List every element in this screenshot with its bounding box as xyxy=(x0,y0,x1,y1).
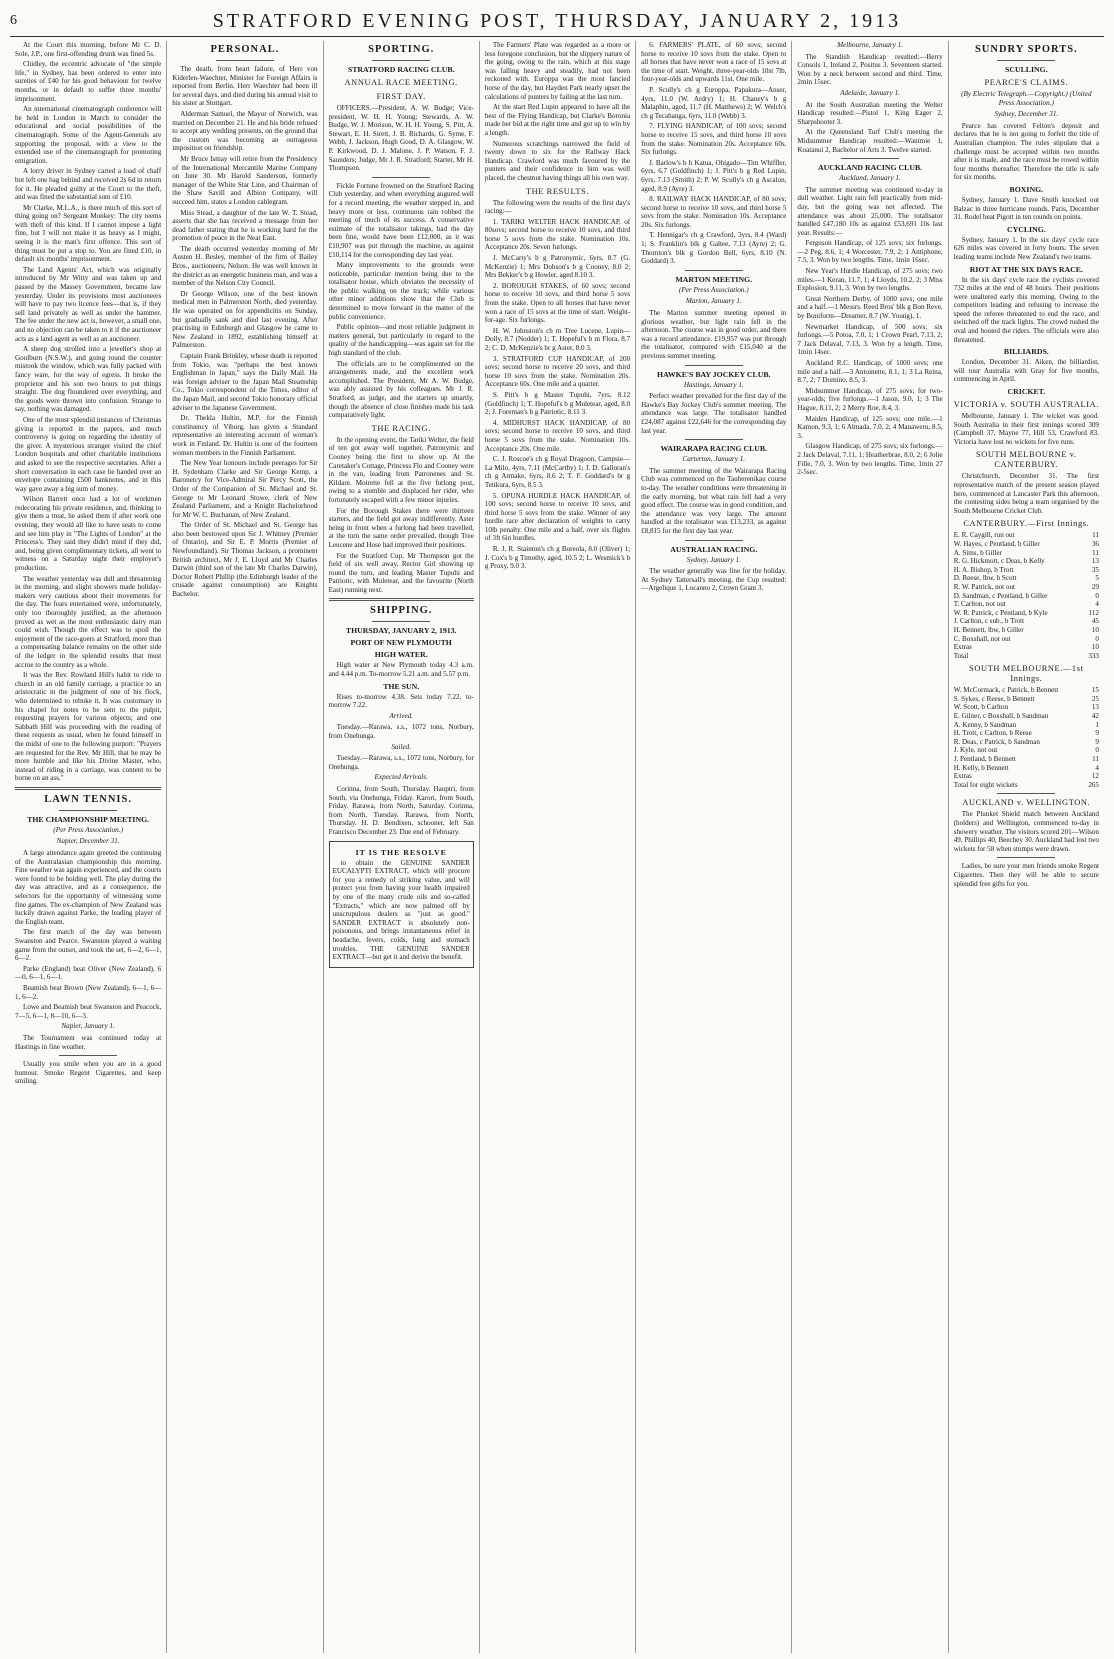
race-conditions: 5. OPUNA HURDLE HACK HANDICAP, of 100 sovs; second horse to receive 10 sovs, and third horse 5 sovs from the stake. Winner of any hurdle race after declaration of weights to carry 10lb penalty. One mile and a half, over six flights of 3ft 6in hurdles. xyxy=(484,491,631,543)
batsman-name: W. R. Patrick, c Pentland, b Kyle xyxy=(953,608,1048,617)
press-assoc: (Per Press Association.) xyxy=(678,285,749,294)
batsman-score: 35 xyxy=(1091,565,1099,574)
batsman-score: 36 xyxy=(1091,539,1099,548)
subheading: VICTORIA v. SOUTH AUSTRALIA. xyxy=(953,400,1099,410)
page-number: 6 xyxy=(10,13,19,28)
column-4 xyxy=(479,41,635,1653)
section-rule xyxy=(329,598,474,601)
column-6 xyxy=(791,41,947,1653)
divider xyxy=(216,60,274,61)
batsman-name: T. Carlton, not out xyxy=(953,600,1006,609)
batsman-score: 9 xyxy=(1095,729,1099,738)
scorecard-row xyxy=(954,729,1099,738)
batsman-score: 9 xyxy=(1095,737,1099,746)
officers-para: OFFICERS.—President, A. W. Budge; Vice-president, W. H. H. Young; Stewards, A. W. Budge, W. J. Morison, W. H. H. Young, S. Pitt, A. Stewart, E. H. Sirett, J. B. Richards, G. Syme, F. Webb, J. Jackson, Hugh Good, D. A. Glasgow, W. P. Kirkwood, D. J. Malone, J. P. Watson, F. J. Saunders; Judge, Mr J. R. Stratford; Starter, Mr H. Thompson. xyxy=(328,104,474,173)
batsman-name: W. Scott, b Carlton xyxy=(953,703,1009,712)
article-para: A sheep dog strolled into a jeweller's shop at Goulburn (N.S.W.), and going round the counter mistook the window, which was fully packed with fancy ware, for the way of egress. It broke the proprietor and his son two hours to put things straight. The dog floundered over everything, and the goods were thrown into confusion. Strange to say, nothing was damaged. xyxy=(15,345,162,414)
scorecard-row xyxy=(954,531,1099,540)
divider xyxy=(685,439,743,440)
batsman-name: E. R. Caygill, run out xyxy=(953,531,1015,540)
batsman-name: E. Gilner, c Boxshall, b Sandman xyxy=(953,712,1049,721)
scorecard-row xyxy=(954,781,1099,790)
scorecard-canterbury xyxy=(954,531,1099,660)
article-para: The weather generally was fine for the holiday. At Sydney Tattersall's meeting, the Cup resulted:—Argelique 1, Locanno 2, Crown Grant 3. xyxy=(641,567,787,593)
scorecard-row xyxy=(954,592,1099,601)
race-result: Ferguson Handicap, of 125 sovs; six furlongs.—2 Peg, 8.6, 1; 4 Worcester, 7.9, 2; 1 Antiphone, 7.5, 3. Won by two lengths. Time, 1min 16sec. xyxy=(797,239,943,265)
dateline: Napier, January 1. xyxy=(61,1022,115,1031)
article-para: The Tournament was continued today at Hastings in fine weather. xyxy=(15,1033,162,1051)
article-para: Captain Frank Brinkley, whose death is reported from Tokio, was "perhaps the best known Englishman in Japan," says the Daily Mail. He was foreign adviser to the Japan Mail Steamship Co., Tokio correspondent of the Times, editor of the Japan Mail, and second Tokio honorary official adviser to the Japanese Government. xyxy=(172,352,318,412)
article-para: Beamish beat Brown (New Zealand), 6—1, 6—1, 6—2. xyxy=(15,983,162,1001)
batsman-name: J. Pentland, b Bennett xyxy=(953,755,1016,764)
batsman-name: Extras xyxy=(953,772,972,781)
race-result: Midsummer Handicap, of 275 sovs; for two-year-olds; five furlongs.—1 Jason, 9.0, 1; 3 The Hague, 8.11, 2; 2 Merry Roe, 8.4, 3. xyxy=(797,386,943,412)
race-result: Auckland R.C. Handicap, of 1000 sovs; one mile and a half.—3 Antoinette, 8.1, 1; 3 La Reina, 8.7, 2; 7 Domino, 8.5, 3. xyxy=(797,359,943,385)
batsman-score: 0 xyxy=(1095,591,1099,600)
batsman-name: R. W. Patrick, not out xyxy=(953,582,1015,591)
scorecard-row xyxy=(954,755,1099,764)
article-para: For the Borough Stakes there were thirteen starters, and the field got away indifferently. Aster being in front when a furlong had been travelled, at the turn the same order prevailed, though Tree Leucene and Hose had improved their positions. xyxy=(328,506,474,549)
race-result: Maiden Handicap, of 125 sovs; one mile.—1 Kamon, 9.3, 1; 6 Almada, 7.0, 2; 4 Manaweru, 8.5, 3. xyxy=(797,414,943,440)
article-para: The death, from heart failure, of Herr von Kiderlen-Waechter, Minister for Foreign Affairs is reported from Berlin. Herr Waechter had been ill for several days, and died during his annual visit to his sister at Stuttgart. xyxy=(172,65,318,108)
subheading: BOXING. xyxy=(1009,184,1044,194)
article-para: The summer meeting of the Wairarapa Racing Club was commenced on the Tauherenikau course to-day. The weather conditions were threatening in the early morning, but what rain fell had a very good effect. The course was in good condition, and the attendance was very large. The amount handled at the totalisator was £13,233, as against £8,815 for the first day last year. xyxy=(641,466,787,535)
scorecard-row xyxy=(954,583,1099,592)
scorecard-row xyxy=(954,617,1099,626)
batsman-name: D. Sandman, c Pentland, b Giller xyxy=(953,591,1048,600)
race-result: C. J. Roscoe's ch g Royal Dragoon, Campsie—La Milo, 4yrs, 7.11 (McCarthy) 1; J. D. Galloran's ch g Armake, 6yrs, 8.6 2; T. F. Goddard's br g Tetikura, 6yrs, 8.5 3. xyxy=(484,455,631,489)
subheading: SOUTH MELBOURNE v. CANTERBURY. xyxy=(975,450,1077,470)
scorecard-row xyxy=(954,772,1099,781)
subheading: THURSDAY, JANUARY 2, 1913. xyxy=(345,626,457,636)
masthead xyxy=(10,6,1104,37)
batsman-name: W. McCormack, c Patrick, b Bennett xyxy=(953,686,1059,695)
batsman-name: J. Carlton, c sub., b Trott xyxy=(953,617,1025,626)
divider xyxy=(372,177,430,178)
article-para: Many improvements to the grounds were noticeable, particular mention being due to the totalisator house, which obviates the necessity of the public walking on the track; while various other minor additions show that the Club is determined to move forward in the matter of the public convenience. xyxy=(328,261,474,321)
batsman-name: R. G. Hickmott, c Deas, b Kelly xyxy=(953,557,1045,566)
article-para: Dr George Wilson, one of the best known medical men in Palmerston North, died yesterday. He was operated on for appendicitis on Sunday, but gradually sank and died last evening. After practising in Edinburgh and Glasgow he came to New Zealand in 1892, establishing himself at Palmerston. xyxy=(172,289,318,350)
article-para: A lorry driver in Sydney carted a load of chaff but left one bag behind and received 2s 6d in return for it. He pleaded guilty at the Court to the theft, and was fined the substantial sum of £10. xyxy=(15,167,162,202)
article-para: The first match of the day was between Swanston and Pearce. Swanston played a waiting game from the outset, and took the set, 6—2, 6—1, 6—2. xyxy=(15,928,162,963)
race-result: New Year's Hurdle Handicap, of 275 sovs; two miles.—1 Keran, 11.7, 1; 4 Lloyds, 10.2, 2; 3 Miss Explosion, 9.11, 3. Won by two lengths. xyxy=(797,267,943,293)
batsman-score: 10 xyxy=(1091,643,1099,652)
batsman-name: C. Boxshall, not out xyxy=(953,634,1011,643)
race-conditions: 3. STRATFORD CUP HANDICAP, of 200 sovs; second horse to receive 20 sovs, and third horse 10 sovs from the stake. Nomination 20s. Acceptance 60s. One mile and a quarter. xyxy=(484,354,631,389)
article-para: Sydney, January 1. In the six days' cycle race 626 miles was covered in forty hours. The seven leading teams include New Zealand's two teams. xyxy=(953,235,1099,261)
page-title: STRATFORD EVENING POST, THURSDAY, JANUARY 2, 1913 xyxy=(212,9,902,32)
article-para: Lowe and Beamish beat Swanston and Peacock, 7—5, 6—1, 8—10, 6—3. xyxy=(15,1003,162,1020)
subheading: Arrived. xyxy=(389,711,414,720)
article-para: Dr. Thekla Hultin, M.P. for the Finnish constituency of Viborg, has given a Standard representative an interesting account of woman's work in Finland. Dr. Hultin is one of the fourteen women members in the Finnish Parliament. xyxy=(172,414,318,457)
dateline: Marton, January 1. xyxy=(685,297,742,306)
article-para: Parke (England) beat Oliver (New Zealand), 6—0, 6—1, 6—1. xyxy=(15,964,162,982)
article-para: A large attendance again greeted the continuing of the Australasian championship this morning. Fine weather was again experienced, and the courts were found to be holding well. The play during the day was attractive, and as a consequence, the selectors for the opportunity of witnessing some fine games. The ex-champion of New Zealand was luckily drawn against Parke, the leading player of the English team. xyxy=(15,849,162,926)
race-result: Great Northern Derby, of 1000 sovs; one mile and a half.—1 Messrs. Reed Bros' blk g Bon Reve, by Boniform—Dreamer, 8.7 (W. Young), 1. xyxy=(797,294,943,321)
dateline: Napier, December 31. xyxy=(56,837,120,846)
article-para: The following were the results of the first day's racing:— xyxy=(484,198,631,216)
column-7 xyxy=(948,41,1104,1653)
batsman-name: Total for eight wickets xyxy=(953,780,1018,789)
article-para: The Marton summer meeting opened in glorious weather, but light rain fell in the afternoon. The course was in good order, and there was a record attendance. £19,957 was put through the totalisator, compared with £15,040 at the previous summer meeting. xyxy=(641,309,787,360)
batsman-name: R. Deas, c Patrick, b Sandman xyxy=(953,737,1040,746)
divider xyxy=(685,540,743,541)
scorecard-row xyxy=(954,721,1099,730)
scorecard-row xyxy=(954,695,1099,704)
article-para: Rises to-morrow 4.38. Sets today 7.22, to-morrow 7.22. xyxy=(328,692,474,710)
race-result: S. Pitt's b g Master Tupuhi, 7yrs, 8.12 (Goldfinch) 1; T. Hopeful's b g Muletear, aged, 8.0 2; J. Foreman's b g Patriotic, 8.11 3. xyxy=(484,390,631,417)
article-para: Melbourne, January 1. The wicket was good. South Australia in their first innings scored 309 (Campbell 37, Mayne 77, Hill 53, Crawford 83. Victoria have lost no wickets for five runs. xyxy=(953,412,1099,446)
article-para: Miss Stead, a daughter of the late W. T. Stead, asserts that she has received a message from her dead father stating that he is working hard for the promotion of peace in the Near East. xyxy=(172,208,318,243)
subheading: THE CHAMPIONSHIP MEETING. xyxy=(27,814,150,824)
batsman-score: 13 xyxy=(1091,703,1099,712)
advert-para: Usually you smile when you are in a good humour. Smoke Regent Cigarettes, and keep smiling. xyxy=(15,1060,162,1086)
batsman-name: H. Trott, c Carlton, b Reese xyxy=(953,729,1032,738)
subheading: PORT OF NEW PLYMOUTH xyxy=(350,638,452,648)
subheading: Expected Arrivals. xyxy=(374,773,428,782)
race-result: T. Hennigar's ch g Crawford, 3yrs, 8.4 (Ward) 1; S. Franklin's blk g Galtee, 7.13 (Ayre) 2; G. Thornton's blk g Gordon Bell, 6yrs, 8.10 (N. Goddard) 3. xyxy=(641,231,787,266)
batsman-score: 1 xyxy=(1095,720,1099,729)
press-assoc: (Per Press Association.) xyxy=(53,825,123,834)
subheading: AUCKLAND RACING CLUB. xyxy=(817,163,923,173)
divider xyxy=(841,158,899,159)
batsman-score: 11 xyxy=(1092,531,1099,540)
race-conditions: 2. BOROUGH STAKES, of 60 sovs; second horse to receive 10 sovs, and third horse 5 sovs from the stake. Open to all horses that have never won a race of 15 sovs at the time of start. Weight-for-age. Six furlongs. xyxy=(484,281,631,325)
batsman-score: 333 xyxy=(1088,651,1099,660)
batsman-name: H. Kelly, b Bennett xyxy=(953,763,1009,772)
race-result: J. Barlow's b h Katua, Ohigado—Tim Whiffler, 6yrs, 6.7 (Goldfinch) 1; J. Pitt's b g Red Lupin, 6yrs, 7.13 (Smith) 2; P. W. Scully's ch g Ascalon, aged, 8.9 (Ayre) 3. xyxy=(641,158,787,193)
batsman-score: 12 xyxy=(1091,772,1099,781)
article-para: The New Year honours include peerages for Sir H. Sydenham Clarke and Sir George Kemp, a Baronetcy for Vice-Admiral Sir Percy Scott, the Order of the Companion of St. Michael and St. George to Mr Leonard Stowe, clerk of New Zealand Parliament, and a Knight Bachelorhood for Mr W. C. Buchanan, of New Zealand. xyxy=(172,459,318,519)
race-result: Newmarket Handicap, of 500 sovs; six furlongs.—5 Potoa, 7.0, 1; 1 Crown Pearl, 7.13, 2; 7 Jack Delaval, 7.13, 3. Won by a length. Time, 1min 14sec. xyxy=(797,322,943,357)
subheading: SOUTH MELBOURNE.—1st Innings. xyxy=(969,664,1084,684)
article-para: Mr Clarke, M.L.A., is there much of this sort of thing going on? Sergeant Monkey: The city teems with theft of this kind. If I cannot impose a light fine, but I will not make it as heavy as I might, seeing it is the man's first offence. This sort of thing must be put a stop to. You are fined £10, in default six months' imprisonment. xyxy=(15,203,162,264)
advert-para: to obtain the GENUINE SANDER EUCALYPTI EXTRACT, which will procure for you a remedy of striking value, and will protect you from having your health impaired by one of the many crude oils and so-called "Extracts," which are now palmed off by unscrupulous dealers as "just as good." SANDER EXTRACT is absolutely non-poisonous, and brings instantaneous relief in headache, fevers, colds, lung and stomach troubles. THE GENUINE SANDER EXTRACT—but get it and derive the benefit. xyxy=(332,858,470,962)
article-para: Public opinion—and most reliable judgment in matters general, but particularly in regard to the quality of the handicapping—was again set for the high standard of the club. xyxy=(328,323,474,358)
dateline: Sydney, January 1. xyxy=(686,555,741,564)
article-para: London, December 31. Aiken, the billiardist, will tour Australia with Gray for five months, commencing in April. xyxy=(953,358,1099,384)
scorecard-row xyxy=(954,600,1099,609)
column-1 xyxy=(10,41,166,1653)
article-para: The weather yesterday was dull and threatening in the morning, and slight showers made holiday-makers very cautious about their movements for the day. The fears entertained were, unfortunately, only too thoroughly justified, as the afternoon proved as wet as the most enthusiastic dairy man could wish. Though the effect was to spoil the enjoyment of the race-goers at Stratford, more than a compensating balance remains on the other side of the ledger in the splendid results that must accrue to the country as a whole. xyxy=(15,574,162,669)
scorecard-row xyxy=(954,626,1099,635)
batsman-score: 265 xyxy=(1088,780,1099,789)
article-para: The Farmers' Plate was regarded as a more or less foregone conclusion, but the slippery nature of the going, owing to the rain, which at this stage was falling heavy and steadily, had not been reckoned with. Europpa was the most fancied horse of the day, but Hayden Park nearly upset the calculations of punters by failing at the last turn. xyxy=(484,41,631,101)
subheading: CANTERBURY.—First Innings. xyxy=(963,519,1090,529)
article-para: At the Court this morning, before Mr C. D. Sole, J.P., one first-offending drunk was fined 5s. xyxy=(15,41,162,58)
scorecard-row xyxy=(954,703,1099,712)
scorecard-row xyxy=(954,738,1099,747)
section-heading: SHIPPING. xyxy=(370,605,433,617)
article-para: Chidley, the eccentric advocate of "the simple life," in Sydney, has been ordered to enter into sureties of £40 for his good behaviour for twelve months, or in default to suffer three months' imprisonment. xyxy=(15,60,162,103)
article-para: At the South Australian meeting the Welter Handicap resulted:—Pistol 1, King Eager 2, Sharpshooter 3. xyxy=(797,100,943,126)
divider xyxy=(372,621,430,622)
race-conditions: 1. TARIKI WELTER HACK HANDICAP, of 80sovs; second horse to receive 10 sovs, and third horse 5 sovs from the stake. Nomination 10s. Acceptance 20s. Seven furlongs. xyxy=(484,217,631,252)
race-result: P. Scully's ch g Europpa, Papakura—Anser, 4yrs, 11.0 (W. Ardry) 1; H. Chaney's b g Malaphin, aged, 11.7 (H. Matthews) 2; W. Welch's ch g Tecahanga, 6yrs, 11.0 (Webb) 3. xyxy=(641,85,787,120)
article-para: The Land Agents' Act, which was originally introduced by Mr Witty and was taken up and passed by the Massey Government, became law yesterday. Under its provisions most auctioneers will have to pay two licence fees—that is, if they sell land privately as well as under the hammer. The fee under the new act is, however, a small one, and no objection can be taken to it if the auctioneer acts as a land agent as well as an auctioneer. xyxy=(15,265,162,343)
race-conditions: 6. FARMERS' PLATE, of 60 sovs; second horse to receive 10 sovs from the stake. Open to all horses that have never won a race of 15 sovs at the time of start. Weight, three-year-olds 10st 7lb, four-year-olds and upwards 11st. One mile. xyxy=(641,41,787,84)
scorecard-row xyxy=(954,566,1099,575)
column-2 xyxy=(166,41,322,1653)
article-para: Wilson Barrett once had a lot of workmen redecorating his private residence, and, thinking to give them a treat, he asked them if after work one evening, they would all like to have seats to come and see him play in "The Lights of London" at the Princess's. They said they didn't mind if they did, and, being given complimentary tickets, all went to witness on a Saturday night their employer's production. xyxy=(15,495,162,573)
batsman-score: 0 xyxy=(1095,634,1099,643)
batsman-score: 10 xyxy=(1091,625,1099,634)
article-para: The officials are to be complimented on the arrangements made, and the excellent work accomplished. The President, Mr A. W. Budge, was ably assisted by his colleagues. Mr J. R. Stratford, as judge, and the starters up smartly, though the absence of close finishes made his task comparatively light. xyxy=(328,359,474,420)
subheading: THE RACING. xyxy=(371,423,431,433)
dateline: Hastings, January 1. xyxy=(683,380,744,389)
subheading: CYCLING. xyxy=(1006,224,1046,234)
scorecard-row xyxy=(954,635,1099,644)
divider xyxy=(685,365,743,366)
scorecard-row xyxy=(954,764,1099,773)
batsman-name: A. Kenny, b Sandman xyxy=(953,720,1017,729)
batsman-name: Total xyxy=(953,651,969,660)
batsman-score: 112 xyxy=(1088,608,1099,617)
batsman-score: 29 xyxy=(1091,582,1099,591)
batsman-score: 4 xyxy=(1095,600,1099,609)
race-conditions: 8. RAILWAY HACK HANDICAP, of 80 sovs; second horse to receive 10 sovs, and third horse 5 sovs from the stake. Nomination 10s. Acceptance 20s. Six furlongs. xyxy=(641,195,787,229)
subheading: STRATFORD RACING CLUB. xyxy=(347,65,455,74)
article-para: Christchurch, December 31. The first representative match of the present season played here, commenced at Lancaster Park this afternoon, the contesting sides being a team organised by the South Melbourne Cricket Club. xyxy=(953,472,1099,515)
batsman-score: 15 xyxy=(1091,686,1099,695)
article-para: Tuesday.—Rarawa, s.s., 1072 tons, Norbury, from Onehunga. xyxy=(328,723,474,741)
article-para: Numerous scratchings narrowed the field of twenty down to six for the Railway Hack Handicap. Crawford was much favoured by the punters and their confidence in him was well placed, the chestnut having things all his own way. xyxy=(484,139,631,182)
article-para: In the six days' cycle race the cyclists covered 732 miles at the end of 48 hours. Their positions were unaltered early this morning. Owing to the competitors leading and refusing to increase the speed the referee threatened to end the race, and switched off the track lights. The crowd rushed the oval and booted the riders. The officials were also threatened. xyxy=(953,275,1099,344)
article-para: Mr Bruce Ismay will retire from the Presidency of the International Mercantile Marine Company on June 30. Mr Harold Sanderson, formerly manager of the White Star Line, and Chairman of the Shaw Savill and Albion Company, will succeed him, states a London cablegram. xyxy=(172,154,318,206)
column-5 xyxy=(635,41,791,1653)
article-para: The Standish Handicap resulted:—Berry Consols 1, Ireland 2, Positus 3. Seventeen started. Won by a neck between second and third. Time, 2min 15sec. xyxy=(797,52,943,87)
advertisement xyxy=(329,841,474,968)
batsman-score: 11 xyxy=(1092,755,1099,764)
dateline: Sydney, December 31. xyxy=(994,110,1059,119)
race-conditions: 4. MIDHURST HACK HANDICAP, of 80 sovs; second horse to receive 10 sovs, and third horse 5 sovs from the stake. Nomination 10s. Acceptance 20s. One mile. xyxy=(484,418,631,453)
subheading: SCULLING. xyxy=(1004,65,1048,74)
race-result: H. W. Johnston's ch m Tree Lucene, Lupin—Dolly, 8.7 (Nodder) 1; T. Hopeful's b m Flora, 8.7 2; C. D. McKenzie's br g Aster, 8.0 3. xyxy=(484,326,631,352)
subheading: FIRST DAY. xyxy=(376,92,426,101)
section-heading: PERSONAL. xyxy=(210,44,280,55)
subheading: THE SUN. xyxy=(383,681,420,691)
divider xyxy=(372,60,430,61)
batsman-name: J. Kyle, not out xyxy=(953,746,998,755)
divider xyxy=(685,270,743,271)
subheading: ANNUAL RACE MEETING. xyxy=(344,78,458,87)
scorecard-row xyxy=(954,746,1099,755)
article-para: An international cinematograph conference will be held in London in March to consider the educational and social possibilities of the cinematograph. Some of the Agent-Generals are supporting the proposal, with a view to the extended use of the cinematograph for promoting emigration. xyxy=(15,105,162,165)
scorecard-south-melbourne xyxy=(954,686,1099,789)
divider xyxy=(997,60,1055,61)
batsman-score: 13 xyxy=(1091,557,1099,566)
batsman-score: 25 xyxy=(1091,694,1099,703)
subheading: RIOT AT THE SIX DAYS RACE. xyxy=(969,264,1083,274)
batsman-score: 0 xyxy=(1095,746,1099,755)
article-para: Pearce has covered Felton's deposit and declares that he is not going to forfeit the title of Australian champion. The rules stipulate that a challenge must be accepted within two months after it is made, and the race must be rowed within four months thereafter. Therefore the title is safe for six months. xyxy=(953,121,1099,182)
divider xyxy=(997,793,1055,794)
section-heading: SPORTING. xyxy=(368,44,435,55)
article-para: At the start Red Lupin appeared to have all the best of the Flying Handicap, but Clarke's Boronia made her bid at the right time and got up to win by a length. xyxy=(484,103,631,137)
batsman-name: S. Sykes, c Reese, b Bennett xyxy=(953,694,1035,703)
article-para: At the Queensland Turf Club's meeting the Midsummer Handicap resulted:—Wanimie 1, Koatanui 2, Bachelor of Arts 3. Twelve started. xyxy=(797,128,943,154)
batsman-name: A. Sims, b Giller xyxy=(953,548,1002,557)
batsman-name: H. A. Bishop, b Trott xyxy=(953,565,1014,574)
article-para: Perfect weather prevailed for the first day of the Hawke's Bay Jockey Club's summer meeting. The attendance was large. The totalisator handled £24,087 against £22,646 for the corresponding day last year. xyxy=(641,392,787,435)
article-para: Fickle Fortune frowned on the Stratford Racing Club yesterday, and when everything augured well for a record meeting, the weather stepped in, and heavy more or less, continuous rain robbed the meeting of much of its success. A conservative estimate of the totalisator takings, had the day been fine, would have been £12,000, as it was £10,907 was put through the machine, as against £10,114 for the corresponding day last year. xyxy=(328,181,474,259)
press-assoc: (By Electric Telegraph.—Copyright.) (United Press Association.) xyxy=(961,90,1092,107)
section-heading: SUNDRY SPORTS. xyxy=(974,44,1078,55)
subheading: MARTON MEETING. xyxy=(675,274,753,284)
batsman-score: 45 xyxy=(1091,617,1099,626)
race-conditions: 7. FLYING HANDICAP, of 100 sovs; second horse to receive 15 sovs, and third horse 10 sovs from the stake. Nomination 20s. Acceptance 60s. Six furlongs. xyxy=(641,122,787,157)
subheading: AUSTRALIAN RACING. xyxy=(670,544,758,554)
section-heading: LAWN TENNIS. xyxy=(44,793,132,805)
advert-heading: IT IS THE RESOLVE xyxy=(355,847,447,857)
article-para: The death occurred yesterday morning of Mr Austen H. Besley, member of the firm of Bailey Bros., auctioneers, Nelson. He was well known in the district as an energetic business man, and was a member of the Nelson City Council. xyxy=(172,244,318,288)
scorecard-row xyxy=(954,643,1099,652)
article-para: The Plunket Shield match between Auckland (holders) and Wellington, commenced to-day in showery weather. The visitors scored 201—Wilson 49, Phillips 40, Beechey 30. Auckland had lost two wickets for 58 when stumps were drawn. xyxy=(953,810,1099,853)
subheading: WAIRARAPA RACING CLUB. xyxy=(660,444,768,454)
scorecard-row xyxy=(954,712,1099,721)
article-para: Sydney, January 1. Dave Smith knocked out Balzac in three hurricane rounds. Paris, December 31. Rodel beat Pigott in ten rounds on points. xyxy=(953,195,1099,222)
article-para: Tuesday.—Rarawa, s.s., 1072 tons, Norbury, for Onehunga. xyxy=(328,754,474,771)
scorecard-row xyxy=(954,549,1099,558)
article-para: It was the Rev. Rowland Hill's habit to ride to church in an old family carriage, a practice to an aristocratic in the judgment of one of his flock, who determined to rebuke it. It was customary in his chapel for notes to be sent to the pulpit, requesting prayers for various objects; and one Sabbath Hill was proceeding with the reading of these requests as usual, when he found himself in the midst of one to the following purport: "Prayers are requested for the Rev. Mr Hill, that he may be more humble and like his Divine Master, who, instead of riding in a carriage, was content to be borne on an ass." xyxy=(15,671,162,783)
subheading: PEARCE'S CLAIMS. xyxy=(984,78,1069,87)
article-para: In the opening event, the Tariki Welter, the field of ten got away well together, Patronymic and Cooney being the first to show up. At the Caretaker's Cottage, Princess Flo and Cooney were in the van, leading from Patronenes and St. Kildare. Moirette fell at the five furlong post, owing to a stumble and displaced her rider, who fortunately escaped with a few minor injuries. xyxy=(328,435,474,504)
subheading: HAWKE'S BAY JOCKEY CLUB. xyxy=(657,369,771,379)
article-para: The Order of St. Michael and St. George has also been bestowed upon Sir J. Whitney (Premier of Ontario), and Sir E. P. Morris (Premier of Newfoundland). Sir Thomas Jackson, a prominent British architect, Mr J. E. Lloyd and Mr Charles Darwin (third son of the late Mr Charles Darwin), Doctor Robert Phillip (the Edinburgh leader of the crusade against consumption) are Knights Bachelor. xyxy=(172,521,318,599)
section-rule xyxy=(15,787,161,790)
batsman-score: 4 xyxy=(1095,763,1099,772)
race-result: R. J. R. Stainton's ch g Boreola, 8.0 (Oliver) 1; J. Cox's b g Timothy, aged, 10.5 2; L. Wesmick's b g Proxy, 9.0 3. xyxy=(484,545,631,571)
subheading: HIGH WATER. xyxy=(374,650,428,660)
column-3 xyxy=(323,41,479,1653)
batsman-name: D. Reese, lbw, b Scott xyxy=(953,574,1017,583)
article-para: High water at New Plymouth today 4.3 a.m. and 4.44 p.m. To-morrow 5.21 a.m. and 5.57 p.m. xyxy=(328,661,474,679)
batsman-name: W. Hayes, c Pentland, b Giller xyxy=(953,539,1040,548)
batsman-score: 5 xyxy=(1095,574,1099,583)
article-para: Alderman Samuel, the Mayor of Norwich, was married on December 21. He and his bride refused to accept any wedding presents, on the ground that the custom was becoming an outrageous imposition on friendship. xyxy=(172,109,318,153)
advert-para: Ladies, be sure your men friends smoke Regent Cigarettes. Then they will be able to secure splendid free gifts for you. xyxy=(953,862,1099,888)
subheading: Sailed. xyxy=(391,742,412,751)
divider xyxy=(997,857,1055,858)
race-result: Glasgow Handicap, of 275 sovs; six furlongs.—2 Jack Delaval, 7.11, 1; Heatherbrae, 8.0, 2; 6 Jolie Fille, 7.0, 3. Won by two lengths. Time, 1min 27 2-5sec. xyxy=(797,442,943,477)
divider xyxy=(59,1055,118,1056)
batsman-score: 11 xyxy=(1092,548,1099,557)
scorecard-row xyxy=(954,609,1099,618)
article-para: Corinna, from South, Thursday. Hauptri, from South, via Onehunga, Friday. Karori, from South, Friday. Rarawa, from North, Saturday. Corinna, from North, Tuesday. Rarawa, from North, Thursday. H. D. Bendixen, schooner, left San Francisco December 23. Due end of February. xyxy=(328,785,474,836)
batsman-name: H. Bennett, lbw, b Giller xyxy=(953,625,1024,634)
subheading: THE RESULTS. xyxy=(525,186,590,196)
scorecard-row xyxy=(954,540,1099,549)
scorecard-row xyxy=(954,557,1099,566)
dateline: Melbourne, January 1. xyxy=(837,41,903,49)
scorecard-row xyxy=(954,574,1099,583)
subheading: BILLIARDS. xyxy=(1003,347,1049,357)
batsman-score: 42 xyxy=(1091,712,1099,721)
batsman-name: Extras xyxy=(953,643,972,652)
divider xyxy=(59,810,118,811)
scorecard-row xyxy=(954,652,1099,661)
dateline: Adelaide, January 1. xyxy=(840,88,900,97)
subheading: AUCKLAND v. WELLINGTON. xyxy=(962,798,1091,808)
dateline: Carterton, January 1. xyxy=(682,455,746,464)
scorecard-row xyxy=(954,686,1099,695)
race-result: J. McCarty's b g Patronymic, 6yrs, 8.7 (G. McKenzie) 1; Mrs Dobson's b g Cooney, 8.0 2; Mrs Bekker's b g Howler, aged 8.10 3. xyxy=(484,254,631,280)
subheading: CRICKET. xyxy=(1007,387,1046,397)
article-para: For the Stratford Cup, Mr Thompson got the field of six well away, Rector Girl showing up round the turn, and leading Master Tupuhi and Patriotic, with Muletear, and the favourite (North East) running next. xyxy=(328,551,474,594)
columns xyxy=(10,41,1104,1653)
dateline: Auckland, January 1. xyxy=(839,174,901,183)
article-para: The summer meeting was continued to-day in dull weather. Light rain fell practically from mid-day, but the going was not affected. The attendance was about 25,000. The totalisator handled £47,180 10s as against £53,691 10s last year. Results:— xyxy=(797,185,943,237)
article-para: One of the most splendid instances of Christmas giving is reported in the papers, and much controversy is going on regarding the identity of the giver. A mysterious stranger visited the chief London hospitals and other charitable institutions and asked to see the respective secretaries. After a short conversation in each case he handed over an envelope containing £500 banknotes, and in this way gave away a big sum of money. xyxy=(15,415,162,493)
